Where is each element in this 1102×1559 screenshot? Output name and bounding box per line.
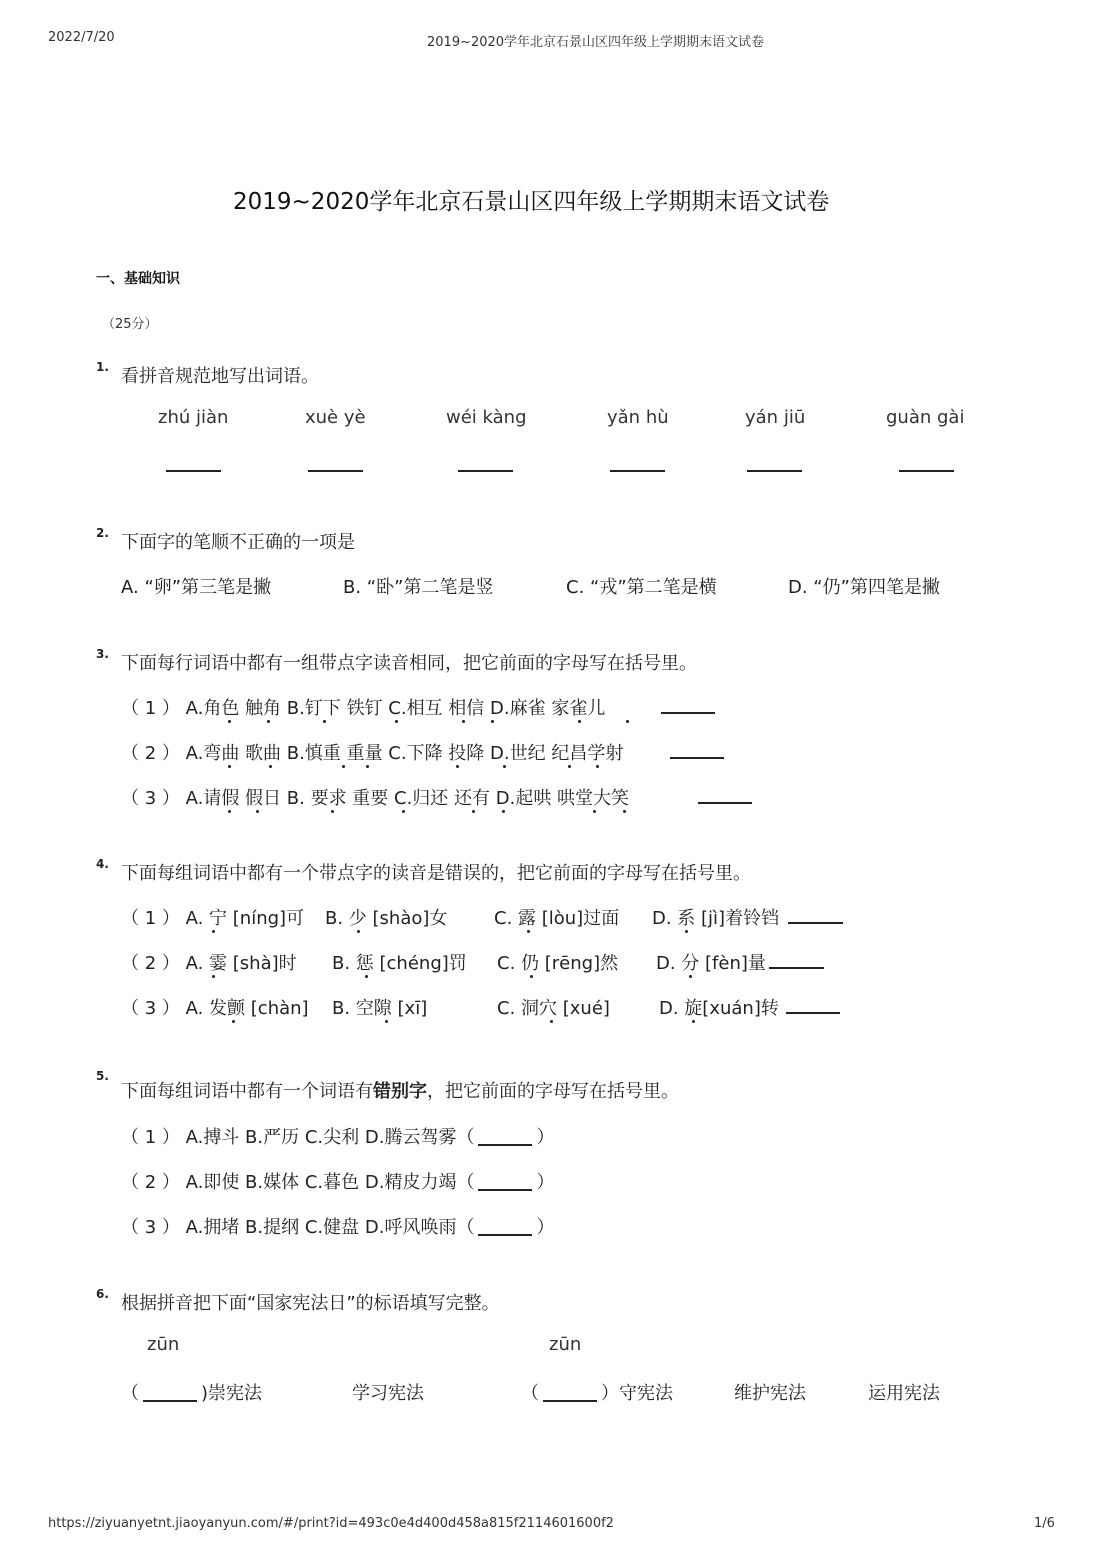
emphasis-dot <box>456 765 459 768</box>
slogan-1: （ )崇宪法 <box>121 1383 263 1404</box>
pinyin-label: xuè yè <box>305 407 366 428</box>
answer-blank[interactable] <box>308 470 363 472</box>
emphasis-dot <box>568 765 571 768</box>
q5-row-2: （ 2 ） A.即使 B.媒体 C.暮色 D.精皮力竭（ ） <box>121 1172 555 1193</box>
option-d[interactable]: D. “仍”第四笔是撇 <box>788 577 940 598</box>
emphasis-dot <box>623 810 626 813</box>
answer-blank[interactable] <box>166 470 221 472</box>
question-number: 5. <box>96 1069 109 1083</box>
emphasis-dot <box>395 720 398 723</box>
q4-option-b: B. 空隙 [xī] <box>332 998 428 1019</box>
emphasis-keyword: 错别字 <box>373 1081 427 1102</box>
emphasis-dot <box>232 1020 235 1023</box>
emphasis-dot <box>256 810 259 813</box>
q4-option-a: （ 2 ） A. 霎 [shà]时 <box>121 953 297 974</box>
slogan-5: 运用宪法 <box>868 1383 940 1404</box>
answer-blank[interactable] <box>747 470 802 472</box>
question-text: 看拼音规范地写出词语。 <box>121 366 319 387</box>
emphasis-dot <box>402 810 405 813</box>
question-number: 6. <box>96 1287 109 1301</box>
q4-option-b: B. 少 [shào]女 <box>325 908 448 929</box>
answer-blank[interactable] <box>698 802 752 804</box>
answer-blank[interactable] <box>786 1012 840 1014</box>
pinyin-label: zhú jiàn <box>158 407 229 428</box>
q3-row-3: （ 3 ） A.请假 假日 B. 要求 重要 C.归还 还有 D.起哄 哄堂大笑 <box>121 788 630 809</box>
emphasis-dot <box>596 765 599 768</box>
slogan-3: （ ）守宪法 <box>521 1383 673 1404</box>
emphasis-dot <box>685 930 688 933</box>
option-c[interactable]: C. “戎”第二笔是横 <box>566 577 717 598</box>
q3-row-2: （ 2 ） A.弯曲 歌曲 B.慎重 重量 C.下降 投降 D.世纪 纪昌学射 <box>121 743 624 764</box>
emphasis-dot <box>228 765 231 768</box>
q4-option-c: C. 洞穴 [xué] <box>497 998 610 1019</box>
emphasis-dot <box>472 810 475 813</box>
q4-option-a: （ 3 ） A. 发颤 [chàn] <box>121 998 309 1019</box>
section-score: （25分） <box>102 317 158 332</box>
emphasis-dot <box>491 720 494 723</box>
q5-row-3: （ 3 ） A.拥堵 B.提纲 C.健盘 D.呼风唤雨（ ） <box>121 1217 555 1238</box>
answer-blank[interactable] <box>610 470 665 472</box>
question-text: 下面每行词语中都有一组带点字读音相同，把它前面的字母写在括号里。 <box>121 653 697 674</box>
q4-option-c: C. 仍 [rēng]然 <box>497 953 619 974</box>
q3-row-1: （ 1 ） A.角色 触角 B.钉下 铁钉 C.相互 相信 D.麻雀 家雀儿 <box>121 698 606 719</box>
answer-blank[interactable] <box>143 1382 197 1402</box>
answer-blank[interactable] <box>769 967 824 969</box>
section-title: 一、基础知识 <box>96 271 180 287</box>
answer-blank[interactable] <box>478 1126 532 1146</box>
q4-option-d: D. 旋[xuán]转 <box>659 998 779 1019</box>
emphasis-dot <box>342 765 345 768</box>
emphasis-dot <box>212 930 215 933</box>
answer-blank[interactable] <box>458 470 513 472</box>
q4-option-a: （ 1 ） A. 宁 [níng]可 <box>121 908 305 929</box>
question-number: 4. <box>96 857 109 871</box>
answer-blank[interactable] <box>543 1382 597 1402</box>
pinyin-label: wéi kàng <box>446 407 527 428</box>
q4-option-d: D. 系 [jì]着铃铛 <box>652 908 780 929</box>
pinyin-label: zūn <box>549 1334 582 1355</box>
answer-blank[interactable] <box>478 1216 532 1236</box>
question-number: 2. <box>96 526 109 540</box>
question-text: 下面每组词语中都有一个词语有错别字，把它前面的字母写在括号里。 <box>121 1081 679 1102</box>
pinyin-label: guàn gài <box>886 407 965 428</box>
emphasis-dot <box>228 720 231 723</box>
print-url: https://ziyuanyetnt.jiaoyanyun.com/#/print?id=493c0e4d400d458a815f2114601600f2 <box>48 1516 614 1531</box>
pinyin-label: yán jiū <box>745 407 806 428</box>
emphasis-dot <box>626 720 629 723</box>
answer-blank[interactable] <box>670 757 724 759</box>
option-b[interactable]: B. “卧”第二笔是竖 <box>343 577 494 598</box>
emphasis-dot <box>366 765 369 768</box>
emphasis-dot <box>689 975 692 978</box>
emphasis-dot <box>323 720 326 723</box>
question-text: 下面每组词语中都有一个带点字的读音是错误的，把它前面的字母写在括号里。 <box>121 863 751 884</box>
emphasis-dot <box>692 1020 695 1023</box>
question-text: 根据拼音把下面“国家宪法日”的标语填写完整。 <box>121 1293 500 1314</box>
q4-option-d: D. 分 [fèn]量 <box>656 953 766 974</box>
option-a[interactable]: A. “卵”第三笔是撇 <box>121 577 272 598</box>
emphasis-dot <box>228 810 231 813</box>
emphasis-dot <box>269 765 272 768</box>
pinyin-label: zūn <box>147 1334 180 1355</box>
answer-blank[interactable] <box>661 712 715 714</box>
page-title: 2019~2020学年北京石景山区四年级上学期期末语文试卷 <box>233 189 830 215</box>
pinyin-label: yǎn hù <box>607 407 669 428</box>
emphasis-dot <box>331 810 334 813</box>
emphasis-dot <box>462 720 465 723</box>
emphasis-dot <box>212 975 215 978</box>
emphasis-dot <box>503 765 506 768</box>
emphasis-dot <box>365 975 368 978</box>
question-text: 下面字的笔顺不正确的一项是 <box>121 532 355 553</box>
emphasis-dot <box>385 1020 388 1023</box>
page-number: 1/6 <box>1034 1516 1055 1531</box>
emphasis-dot <box>527 930 530 933</box>
emphasis-dot <box>593 810 596 813</box>
slogan-4: 维护宪法 <box>734 1383 806 1404</box>
answer-blank[interactable] <box>899 470 954 472</box>
emphasis-dot <box>357 930 360 933</box>
answer-blank[interactable] <box>788 922 843 924</box>
emphasis-dot <box>267 720 270 723</box>
slogan-2: 学习宪法 <box>352 1383 424 1404</box>
print-header-title: 2019~2020学年北京石景山区四年级上学期期末语文试卷 <box>427 35 765 50</box>
q5-row-1: （ 1 ） A.搏斗 B.严历 C.尖利 D.腾云驾雾（ ） <box>121 1127 555 1148</box>
emphasis-dot <box>530 975 533 978</box>
emphasis-dot <box>578 720 581 723</box>
q4-option-b: B. 惩 [chéng]罚 <box>332 953 467 974</box>
emphasis-dot <box>550 1020 553 1023</box>
emphasis-dot <box>502 810 505 813</box>
q4-option-c: C. 露 [lòu]过面 <box>494 908 620 929</box>
question-number: 1. <box>96 360 109 374</box>
answer-blank[interactable] <box>478 1171 532 1191</box>
question-number: 3. <box>96 647 109 661</box>
print-date: 2022/7/20 <box>48 30 115 45</box>
